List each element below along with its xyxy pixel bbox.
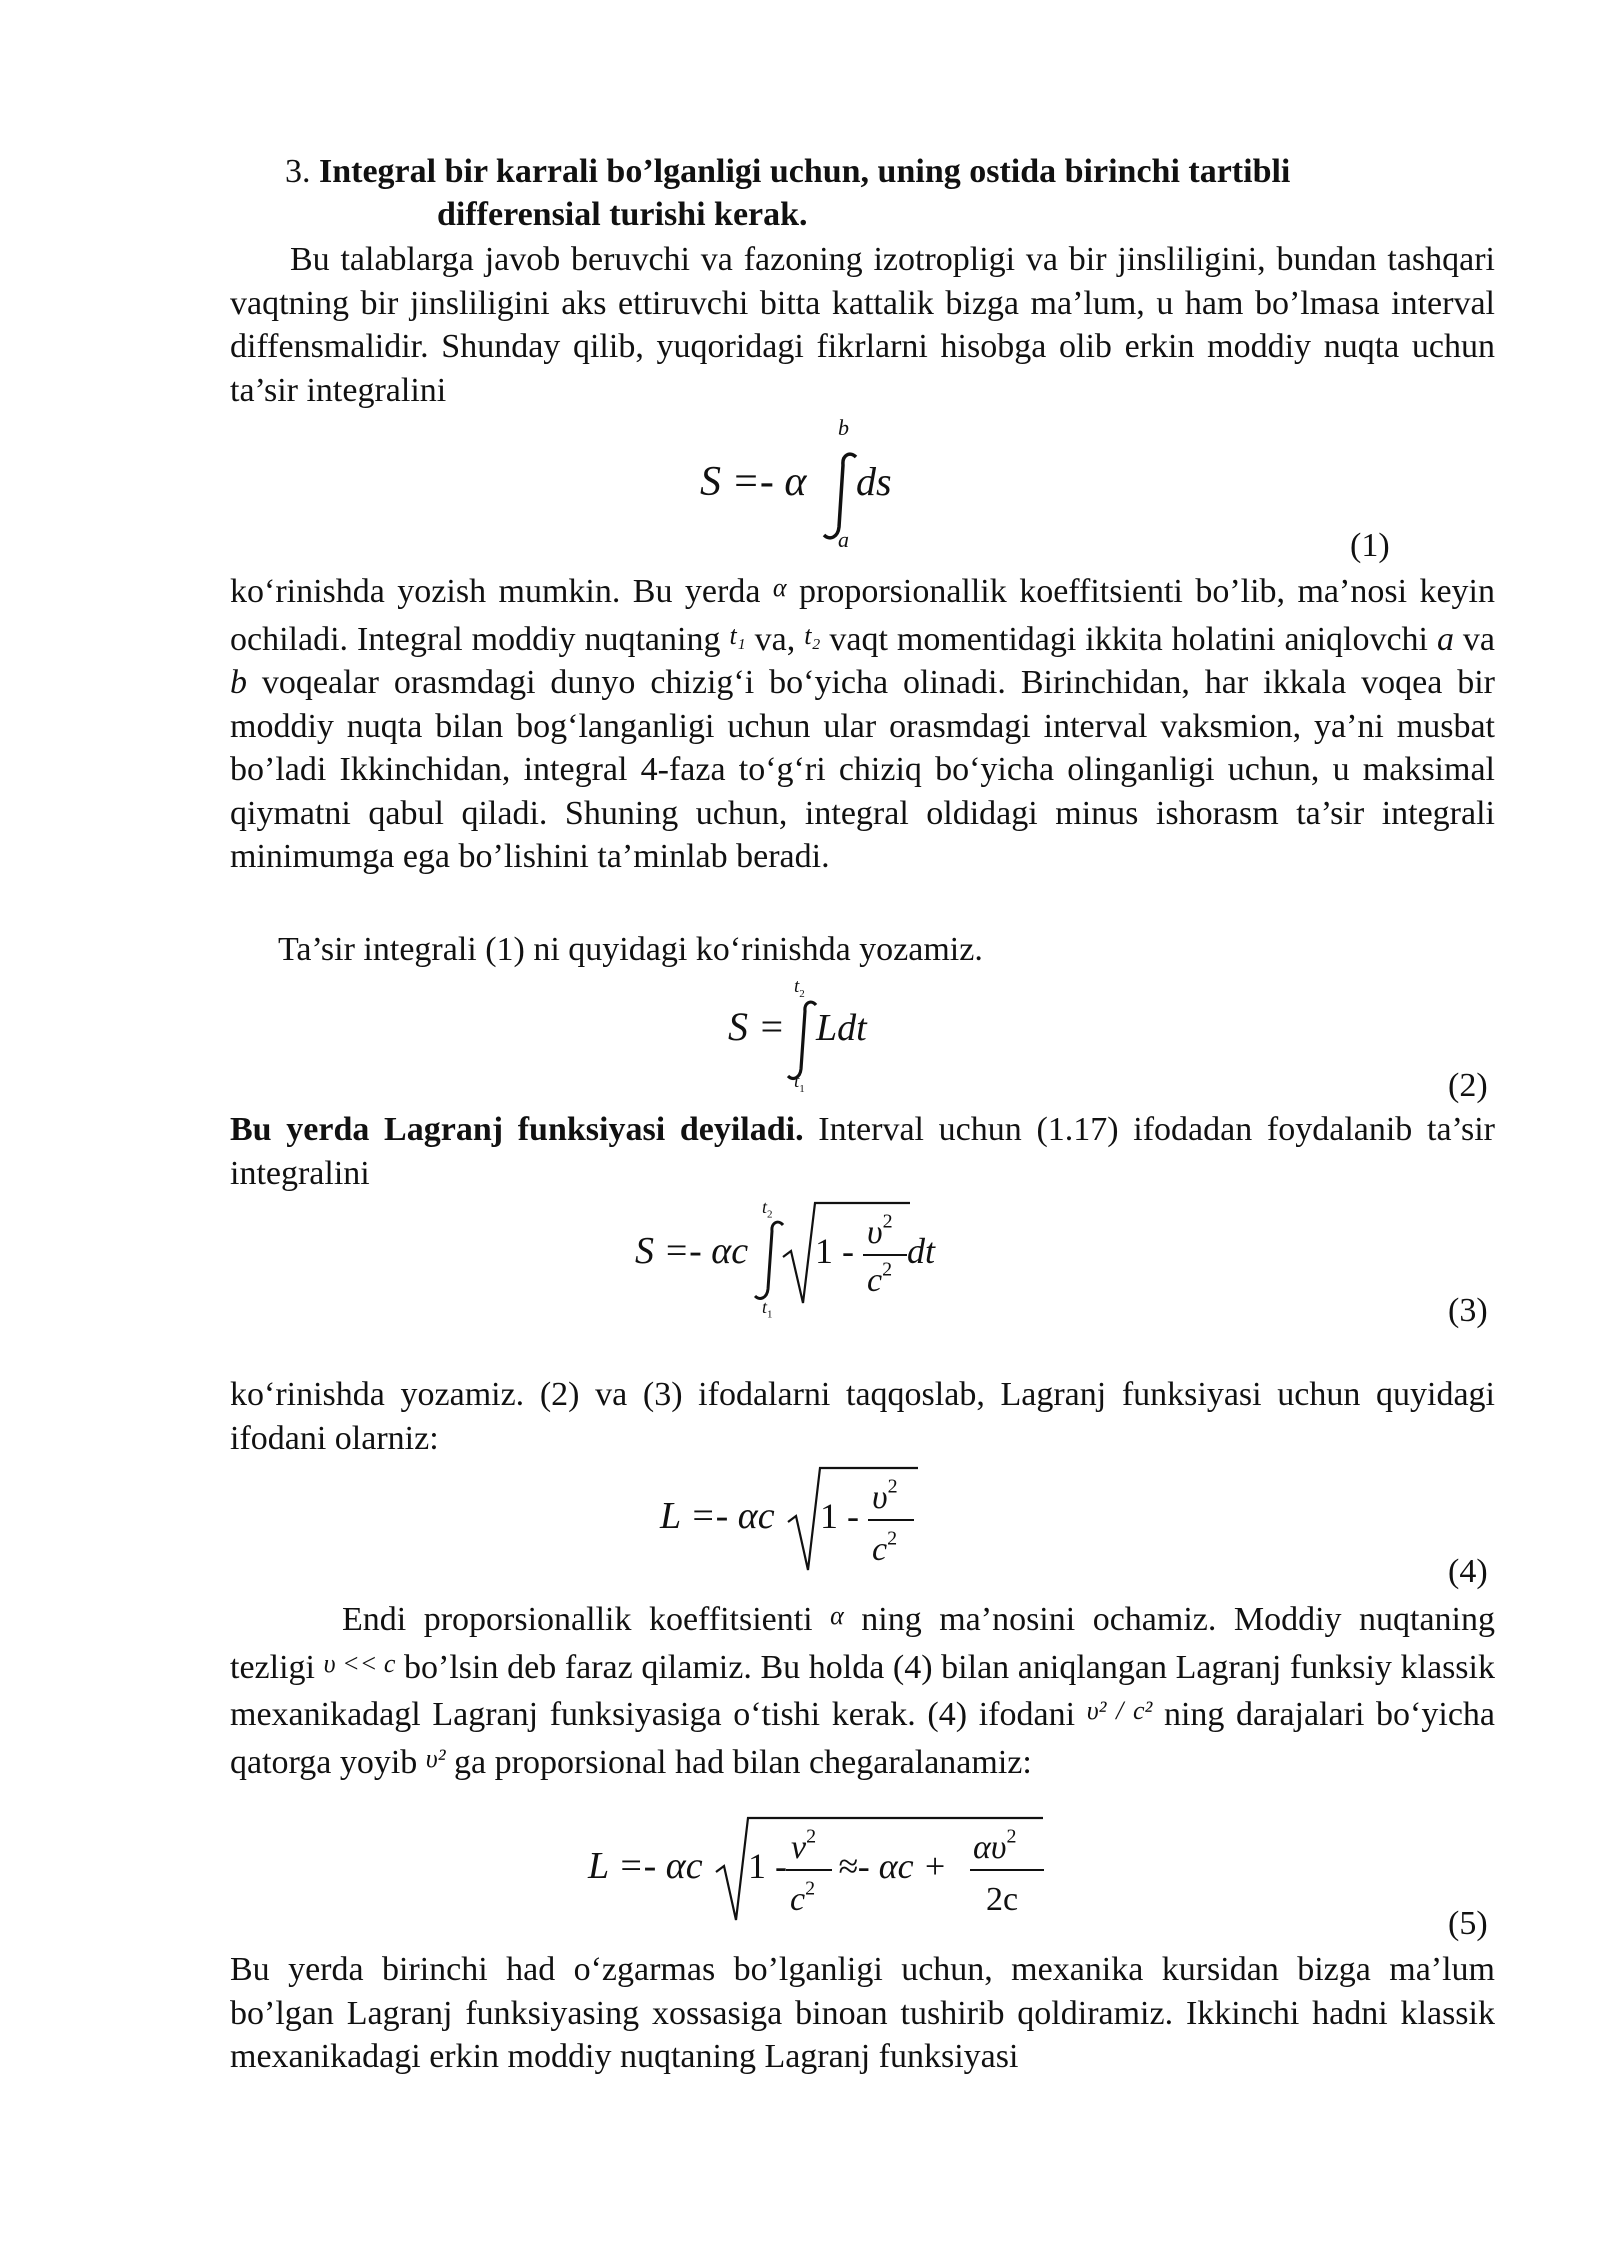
p4-text: Interval uchun (1.17) ifodadan foydalanib ta’sir integralini: [230, 1111, 1495, 1192]
eq1-upper-limit: b: [838, 415, 849, 440]
eq4-one-minus: 1 -: [820, 1496, 859, 1536]
equation-1: [700, 415, 920, 555]
p2-text-d: vaqt momentidagi ikkita holatini aniqlovchi: [829, 620, 1429, 658]
paragraph-1: Bu talablarga javob beruvchi va fazoning izotropligi va bir jinsliligini, bundan tashqari vaqtning bir jinsliligini aks ettiruvchi bitta kattalik bizga ma’lum, u ham bo’lmasa interval diffensmalidir. Shunday qilib, yuqoridagi fikrlarni hisobga olib erkin moddiy nuqta uchun ta’sir integralini: [230, 241, 1495, 409]
p6-text-d: ning darajalari bo‘yicha qatorga yoyib: [230, 1696, 1495, 1781]
heading-number: 3.: [285, 153, 311, 190]
eq3-integral-sign: [755, 1222, 783, 1298]
paragraph-2: [230, 566, 1495, 879]
v2-over-c2: υ² / c²: [1086, 1696, 1153, 1725]
paragraph-4: [230, 1108, 1495, 1195]
eq3-denominator: $c^2$: [867, 1258, 893, 1299]
eq1-integral-sign: [824, 454, 856, 538]
equation-2: [728, 975, 908, 1095]
eq2-lhs: S =: [728, 1004, 785, 1049]
heading-line-2: differensial turishi kerak.: [437, 196, 808, 233]
eq4-numerator: $\upsilon^2$: [872, 1475, 898, 1516]
t2-symbol: t₂: [804, 620, 821, 650]
paragraph-3: Ta’sir integrali (1) ni quyidagi ko‘rinishda yozamiz.: [278, 931, 983, 968]
eq5-denominator-2: 2c: [986, 1881, 1019, 1918]
p2-text-a: ko‘rinishda yozish mumkin. Bu yerda: [230, 573, 761, 610]
eq3-lhs: S =- αc: [635, 1230, 749, 1272]
eq5-lhs: L =- αc: [588, 1845, 703, 1887]
eq1-integrand: ds: [856, 459, 892, 504]
eq1-lhs: S =- α: [700, 459, 807, 505]
alpha-symbol-2: α: [830, 1601, 844, 1630]
p2-text-f: voqealar orasmdagi dunyo chizig‘i bo‘yicha olinadi. Birinchidan, har ikkala voqea bir moddiy nuqta bilan bog‘langanligi uchun ular orasmdagi interval vaksmion, ya’ni musbat bo’ladi Ikkinchidan, integral 4-faza to‘g‘ri chiziq bo‘yicha olinganligi uchun, u maksimal qiymatni qabul qiladi. Shuning uchun, integral oldidagi minus ishorasm ta’sir integrali minimumga ega bo’lishini ta’minlab beradi.: [230, 664, 1495, 875]
eq5-numerator: $v^2$: [791, 1825, 817, 1866]
eq3-upper-limit: $t_2$: [762, 1197, 773, 1221]
v-much-less-c: υ << c: [323, 1648, 396, 1678]
eq2-integrand: Ldt: [816, 1007, 867, 1049]
eq5-numerator-2: $\alpha\upsilon^2$: [973, 1825, 1017, 1866]
eq5-denominator: $c^2$: [790, 1877, 816, 1918]
p6-text-b: ning ma’nosini ochamiz. Moddiy nuqtaning tezligi: [230, 1601, 1495, 1686]
equation-1-number: (1): [1350, 527, 1390, 564]
paragraph-7: Bu yerda birinchi had o‘zgarmas bo’lganligi uchun, mexanika kursidan bizga ma’lum bo’lgan Lagranj funksiyasing xossasiga binoan tushirib qoldiramiz. Ikkinchi hadni klassik mexanikadagi erkin moddiy nuqtaning Lagranj funksiyasi: [230, 1951, 1495, 2075]
eq2-integral-sign: [788, 1002, 816, 1078]
equation-3-number: (3): [1448, 1292, 1488, 1329]
equation-5-number: (5): [1448, 1905, 1488, 1942]
equation-4: [660, 1460, 930, 1580]
p6-text-c: bo’lsin deb faraz qilamiz. Bu holda (4) bilan aniqlangan Lagranj funksiy klassik mexanikadagl Lagranj funksiyasiga o‘tishi kerak. (4) ifodani: [230, 1648, 1495, 1733]
v-squared: υ²: [425, 1743, 446, 1773]
equation-4-number: (4): [1448, 1553, 1488, 1590]
p6-text-e: ga proporsional had bilan chegaralanamiz:: [454, 1743, 1032, 1781]
equation-2-number: (2): [1448, 1067, 1488, 1104]
eq3-lower-limit: $t_1$: [762, 1297, 773, 1321]
p6-text-a: Endi proporsionallik koeffitsienti: [342, 1601, 813, 1638]
eq3-one-minus: 1 -: [815, 1231, 854, 1271]
event-a: a: [1436, 620, 1454, 658]
section-heading: [285, 150, 1425, 236]
p2-text-b: proporsionallik koeffitsienti bo’lib, ma’nosi keyin ochiladi. Integral moddiy nuqtaning: [230, 573, 1496, 658]
p2-text-c: va,: [754, 620, 796, 658]
t1-symbol: t₁: [729, 620, 746, 650]
alpha-symbol: α: [772, 573, 787, 602]
event-b: b: [230, 664, 247, 701]
equation-3: [635, 1195, 965, 1325]
eq2-upper-limit: $t_2$: [794, 976, 805, 1000]
paragraph-5: ko‘rinishda yozamiz. (2) va (3) ifodalarni taqqoslab, Lagranj funksiyasi uchun quyidagi ifodani olarniz:: [230, 1376, 1495, 1457]
paragraph-6: [230, 1594, 1495, 1784]
eq4-lhs: L =- αc: [660, 1495, 775, 1537]
eq1-lower-limit: a: [838, 527, 849, 552]
equation-5: [588, 1810, 1058, 1930]
p4-bold-text: Bu yerda Lagranj funksiyasi deyiladi.: [230, 1111, 804, 1148]
eq5-one-minus: 1 -: [748, 1846, 787, 1886]
eq3-numerator: $\upsilon^2$: [867, 1210, 893, 1251]
p2-text-e: va: [1462, 620, 1496, 658]
eq3-tail: dt: [907, 1231, 936, 1271]
heading-line-1: Integral bir karrali bo’lganligi uchun, uning ostida birinchi tartibli: [319, 153, 1291, 190]
eq4-denominator: $c^2$: [872, 1527, 898, 1568]
eq2-lower-limit: $t_1$: [794, 1071, 805, 1095]
eq5-approx: ≈- αc +: [838, 1846, 947, 1886]
